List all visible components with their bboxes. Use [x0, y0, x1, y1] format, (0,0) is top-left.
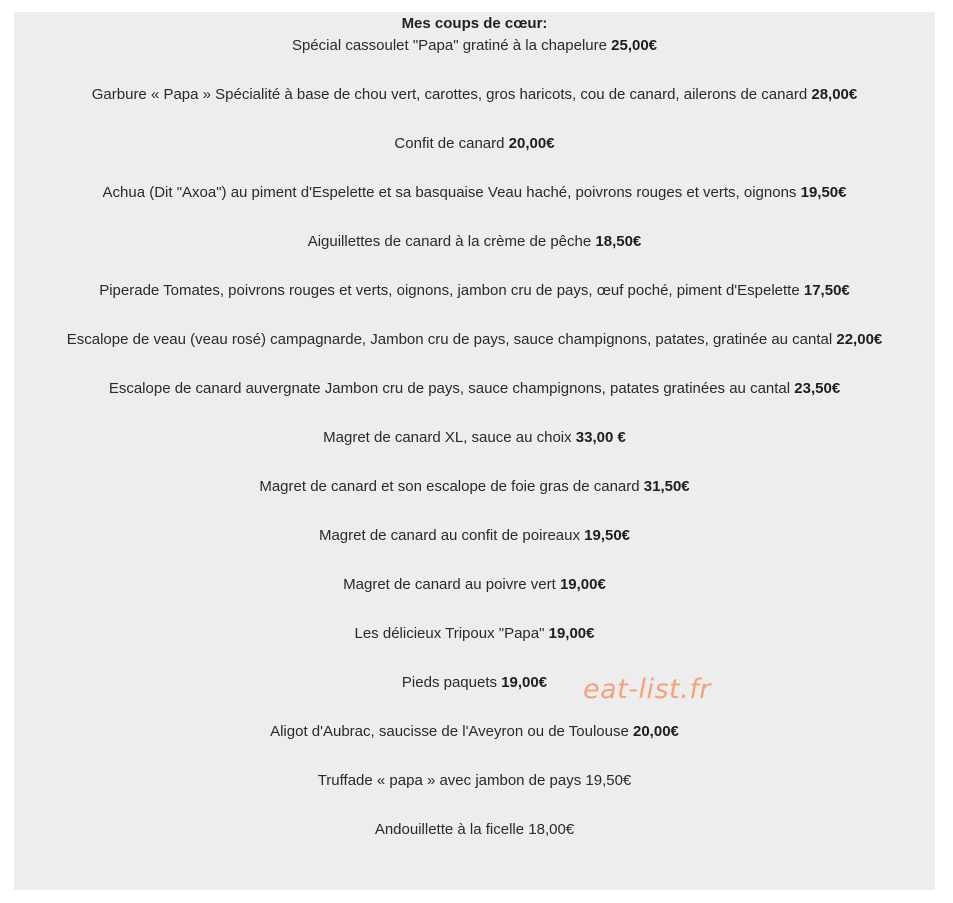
- menu-item-price: 25,00€: [611, 37, 658, 54]
- menu-item: [14, 820, 935, 869]
- menu-item: [14, 526, 935, 575]
- menu-item: [14, 85, 935, 134]
- menu-item-price: 17,50€: [803, 282, 850, 299]
- menu-item-price: 20,00€: [633, 723, 679, 740]
- menu-item-name: Magret de canard au confit de poireaux: [318, 527, 580, 544]
- menu-item-price: 18,50€: [595, 233, 642, 250]
- menu-item-name: Pieds paquets: [401, 674, 497, 691]
- menu-item-price: 22,00€: [836, 331, 883, 348]
- menu-item-price: 23,50€: [794, 380, 841, 397]
- menu-item-price: 19,00€: [501, 674, 548, 691]
- menu-item-name: Garbure « Papa » Spécialité à base de chou vert, carottes, gros haricots, cou de canard, ailerons de canard: [91, 86, 808, 103]
- watermark-logo: eat-list.fr: [583, 674, 711, 705]
- menu-item: [14, 183, 935, 232]
- menu-item-price: 18,00€: [528, 821, 575, 838]
- menu-item-price: 33,00 €: [575, 429, 626, 446]
- menu-item: [14, 673, 935, 722]
- menu-item: [14, 36, 935, 85]
- menu-item: [14, 330, 935, 379]
- menu-item: [14, 428, 935, 477]
- menu-item: [14, 477, 935, 526]
- menu-item: [14, 134, 935, 183]
- menu-item-price: 19,50€: [584, 527, 631, 544]
- menu-item-name: Truffade « papa » avec jambon de pays: [317, 772, 582, 789]
- menu-item-price: 20,00€: [508, 135, 555, 152]
- menu-item-name: Andouillette à la ficelle: [374, 821, 525, 838]
- menu-item-name: Piperade Tomates, poivrons rouges et verts, oignons, jambon cru de pays, œuf poché, piment d'Espelette: [99, 282, 800, 299]
- menu-item-price: 28,00€: [811, 86, 858, 103]
- menu-item-price: 31,50€: [643, 478, 690, 495]
- menu-item-name: Magret de canard au poivre vert: [343, 576, 556, 593]
- menu-item-name: Escalope de canard auvergnate Jambon cru de pays, sauce champignons, patates gratinées au cantal: [108, 380, 791, 397]
- menu-item-price: 19,50€: [800, 184, 847, 201]
- menu-item-name: Aligot d'Aubrac, saucisse de l'Aveyron ou de Toulouse: [270, 723, 629, 740]
- menu-item-price: 19,00€: [559, 576, 606, 593]
- menu-item-name: Magret de canard et son escalope de foie gras de canard: [259, 478, 640, 495]
- menu-item: [14, 232, 935, 281]
- menu-item: [14, 281, 935, 330]
- menu-item: [14, 379, 935, 428]
- menu-panel: [14, 12, 935, 890]
- menu-item-name: Magret de canard XL, sauce au choix: [323, 429, 572, 446]
- menu-item-price: 19,00€: [548, 625, 595, 642]
- menu-item: [14, 722, 935, 771]
- menu-item-name: Aiguillettes de canard à la crème de pêche: [307, 233, 592, 250]
- menu-item-name: Les délicieux Tripoux "Papa": [354, 625, 545, 642]
- menu-item: [14, 771, 935, 820]
- menu-item-name: Escalope de veau (veau rosé) campagnarde, Jambon cru de pays, sauce champignons, patates, gratinée au cantal: [66, 331, 833, 348]
- menu-item-name: Confit de canard: [394, 135, 505, 152]
- menu-item-price: 19,50€: [585, 772, 632, 789]
- menu-list: [14, 36, 935, 869]
- menu-item: [14, 575, 935, 624]
- menu-item-name: Achua (Dit "Axoa") au piment d'Espelette et sa basquaise Veau haché, poivrons rouges et verts, oignons: [102, 184, 797, 201]
- menu-title: Mes coups de cœur:: [401, 15, 548, 32]
- menu-item-name: Spécial cassoulet "Papa" gratiné à la chapelure: [291, 37, 607, 54]
- menu-item: [14, 624, 935, 673]
